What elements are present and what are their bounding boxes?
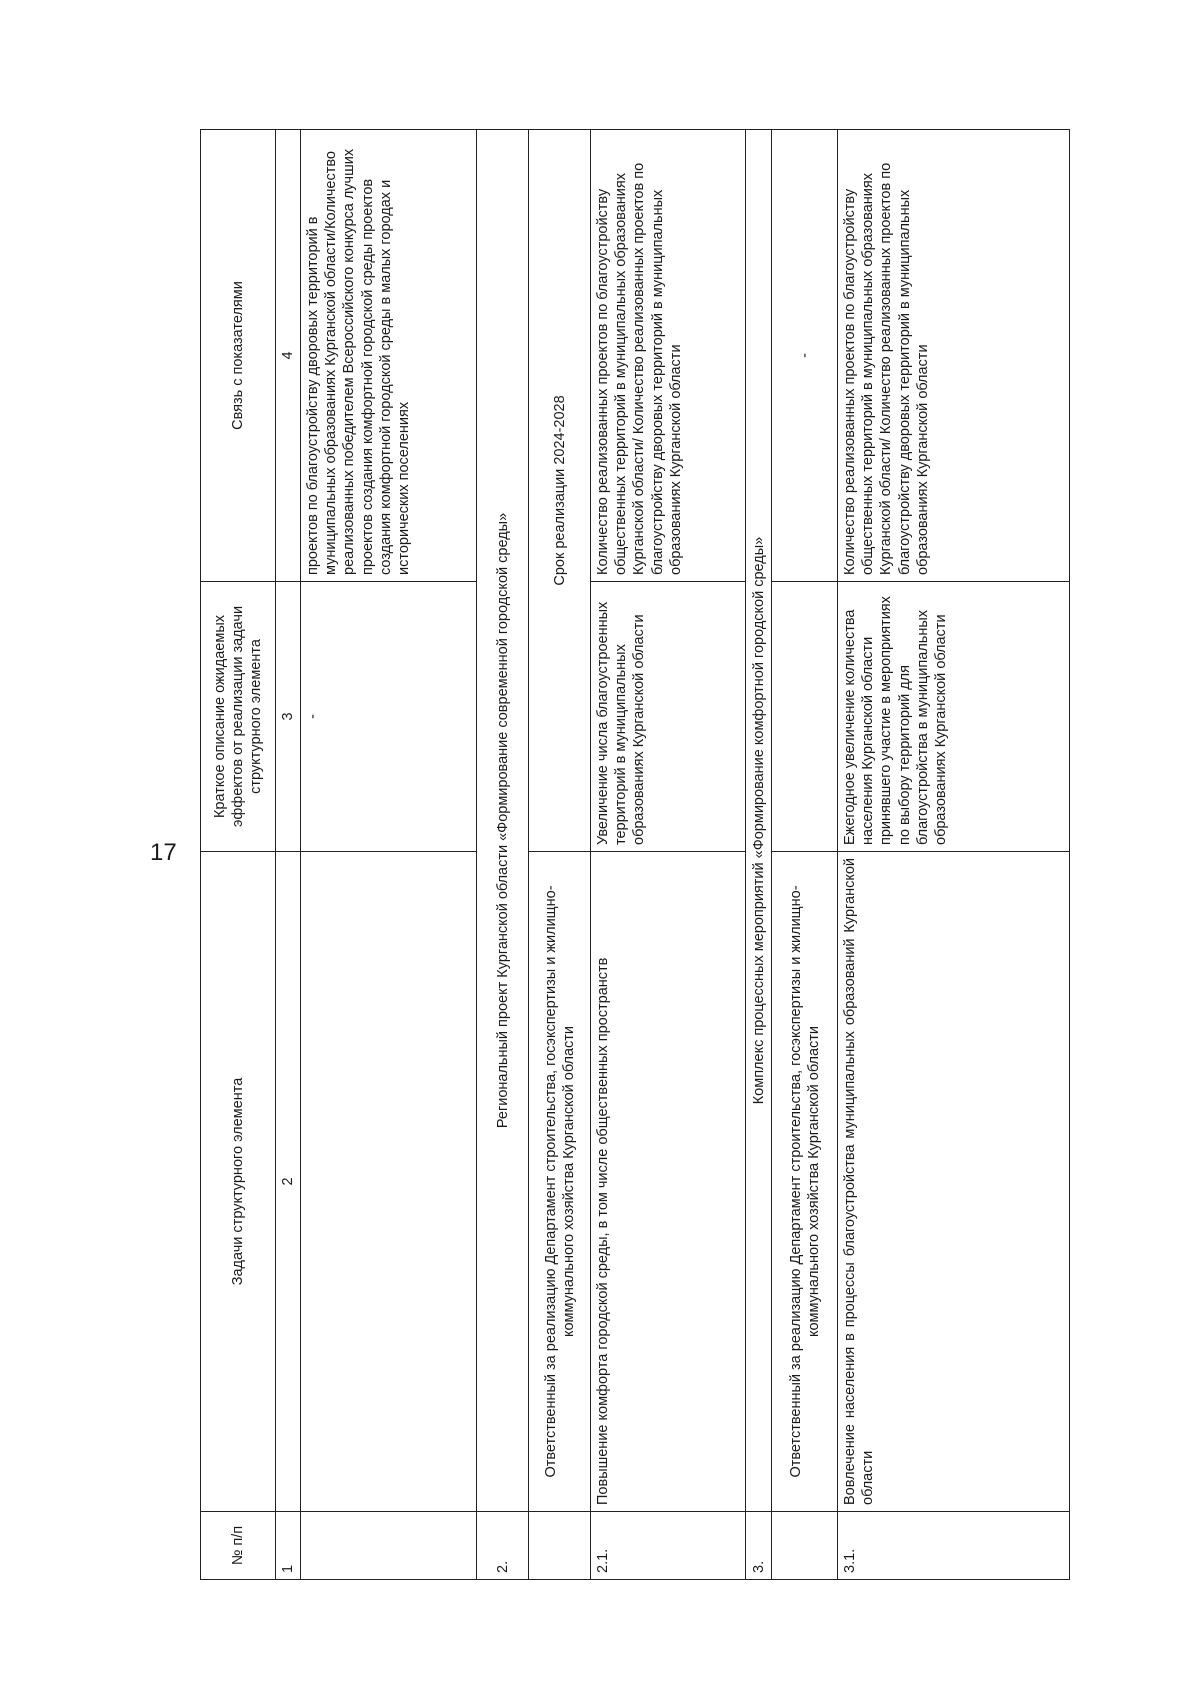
- section2-title-row: [477, 130, 529, 1580]
- header-link: Связь с показателями: [201, 130, 276, 582]
- cont-effect: -: [301, 582, 477, 852]
- section2-info-row: [529, 130, 591, 1580]
- row-3-1-effect: Ежегодное увеличение количества населения Курганской области принявшего участие в мероприятиях по выбору территорий для благоустройства в муниципальных образованиях Курганской области: [838, 582, 1070, 852]
- column-number-row: [276, 130, 301, 1580]
- page-number: 17: [150, 839, 177, 866]
- section2-info-no: [529, 1512, 591, 1580]
- header-tasks: Задачи структурного элемента: [201, 852, 276, 1512]
- cont-no: [301, 1512, 477, 1580]
- continuation-row: [301, 130, 477, 1580]
- section2-responsible: Ответственный за реализацию Департамент строительства, госэкспертизы и жилищно-коммунального хозяйства Курганской области: [529, 852, 591, 1512]
- section2-term: Срок реализации 2024-2028: [529, 130, 591, 852]
- section3-term: -: [772, 130, 838, 582]
- row-2-1-link: Количество реализованных проектов по благоустройству общественных территорий в муниципальных образованиях Курганской области/ Количество реализованных проектов по благоустройству дворовых территорий в муниципальных образованиях Курганской области: [591, 130, 746, 582]
- header-effects: Краткое описание ожидаемых эффектов от реализации задачи структурного элемента: [201, 582, 276, 852]
- section3-no: 3.: [746, 1512, 772, 1580]
- row-2-1: [591, 130, 746, 1580]
- section3-info-no: [772, 1512, 838, 1580]
- colnum-4: 4: [276, 130, 301, 582]
- row-3-1-link: Количество реализованных проектов по благоустройству общественных территорий в муниципальных образованиях Курганской области/ Количество реализованных проектов по благоустройству дворовых территорий в муниципальных образованиях Курганской области: [838, 130, 1070, 582]
- colnum-1: 1: [276, 1512, 301, 1580]
- section3-responsible: Ответственный за реализацию Департамент строительства, госэкспертизы и жилищно-коммунального хозяйства Курганской области: [772, 852, 838, 1512]
- row-3-1-no: 3.1.: [838, 1512, 1070, 1580]
- row-2-1-task: Повышение комфорта городской среды, в том числе общественных пространств: [591, 852, 746, 1512]
- colnum-3: 3: [276, 582, 301, 852]
- row-2-1-no: 2.1.: [591, 1512, 746, 1580]
- section3-title: Комплекс процессных мероприятий «Формирование комфортной городской среды»: [746, 130, 772, 1512]
- header-row: [201, 130, 276, 1580]
- cont-task: [301, 852, 477, 1512]
- row-3-1-task: Вовлечение населения в процессы благоустройства муниципальных образований Курганской области: [838, 852, 1070, 1512]
- cont-link: проектов по благоустройству дворовых территорий в муниципальных образованиях Курганской области/Количество реализованных победителем Всероссийского конкурса лучших проектов создания комфортной городской среды проектов создания комфортной городской среды в малых городах и исторических поселениях: [301, 130, 477, 582]
- structural-elements-table: [200, 129, 1070, 1580]
- row-3-1: [838, 130, 1070, 1580]
- header-no: № п/п: [201, 1512, 276, 1580]
- section2-no: 2.: [477, 1512, 529, 1580]
- colnum-2: 2: [276, 852, 301, 1512]
- rotated-table-wrapper: [200, 130, 1070, 1580]
- section2-title: Региональный проект Курганской области «Формирование современной городской среды»: [477, 130, 529, 1512]
- section3-title-row: [746, 130, 772, 1580]
- section3-info-row: [772, 130, 838, 1580]
- row-2-1-effect: Увеличение числа благоустроенных территорий в муниципальных образованиях Курганской области: [591, 582, 746, 852]
- section3-empty: [772, 582, 838, 852]
